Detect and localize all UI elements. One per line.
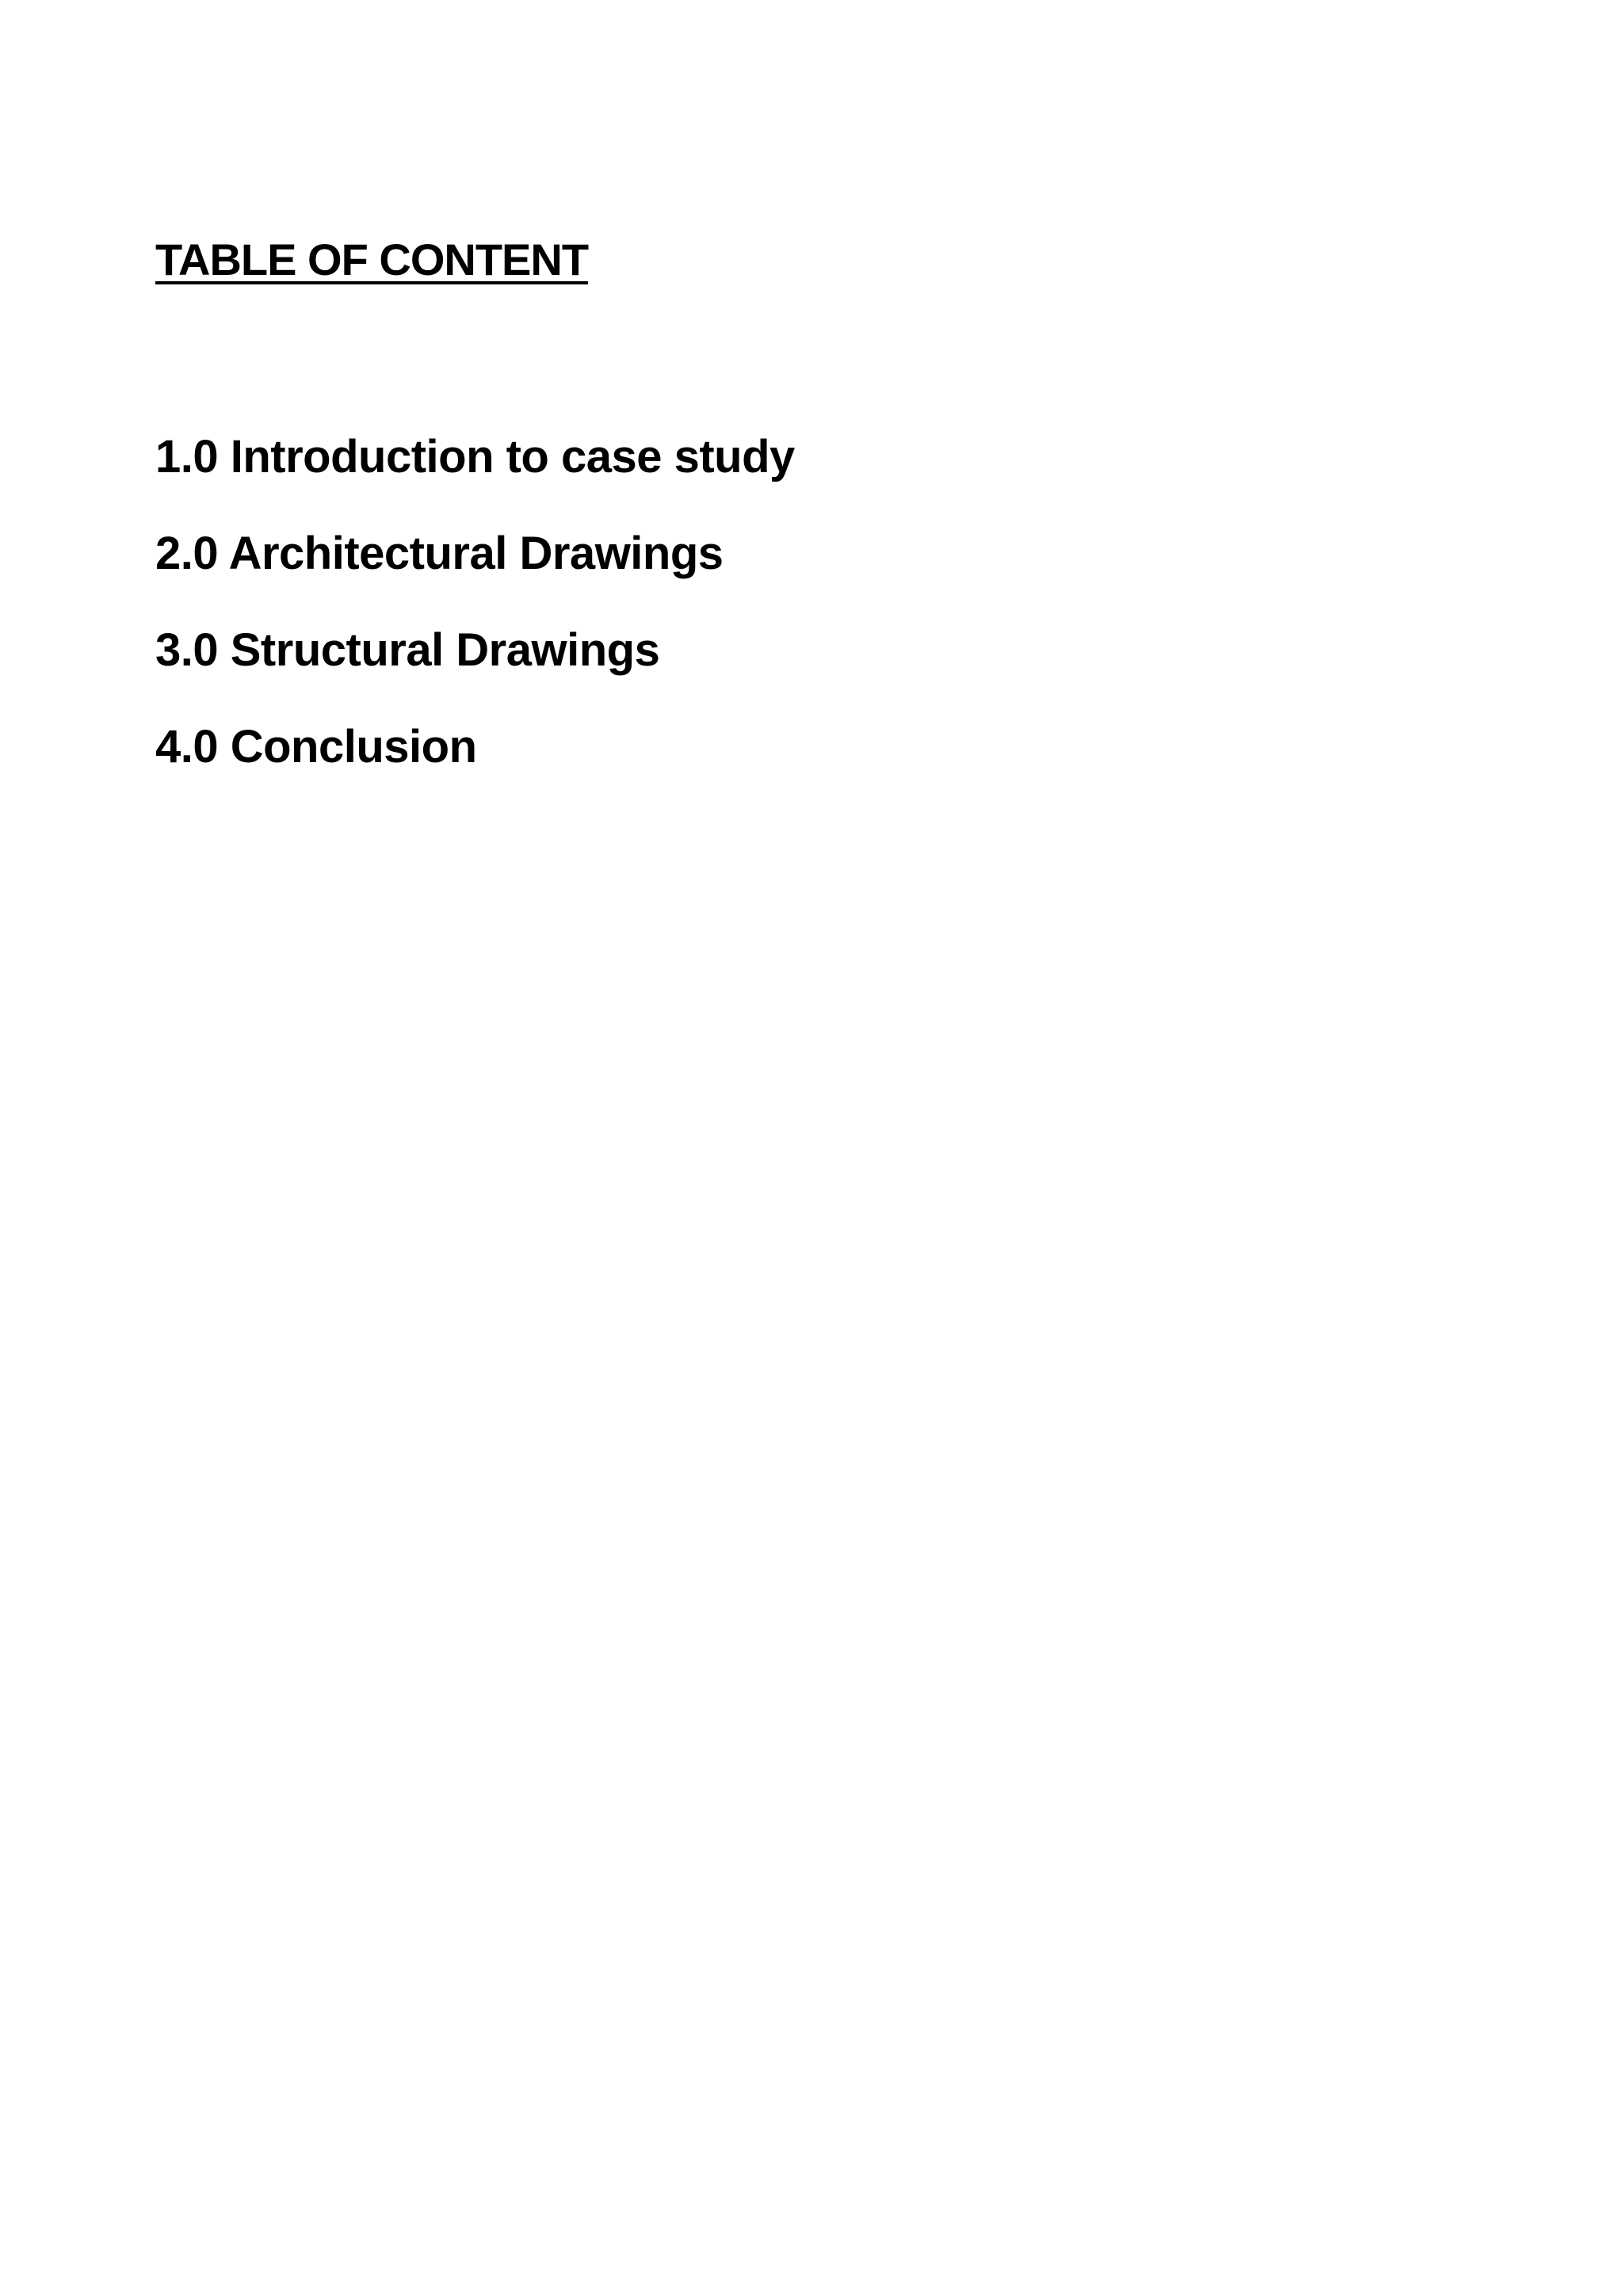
toc-item-structural-drawings: 3.0 Structural Drawings <box>155 624 660 676</box>
toc-item-conclusion: 4.0 Conclusion <box>155 721 477 772</box>
toc-item-architectural-drawings: 2.0 Architectural Drawings <box>155 528 724 579</box>
toc-list <box>155 431 795 821</box>
toc-item-introduction: 1.0 Introduction to case study <box>155 431 795 482</box>
toc-title: TABLE OF CONTENT <box>155 235 589 284</box>
